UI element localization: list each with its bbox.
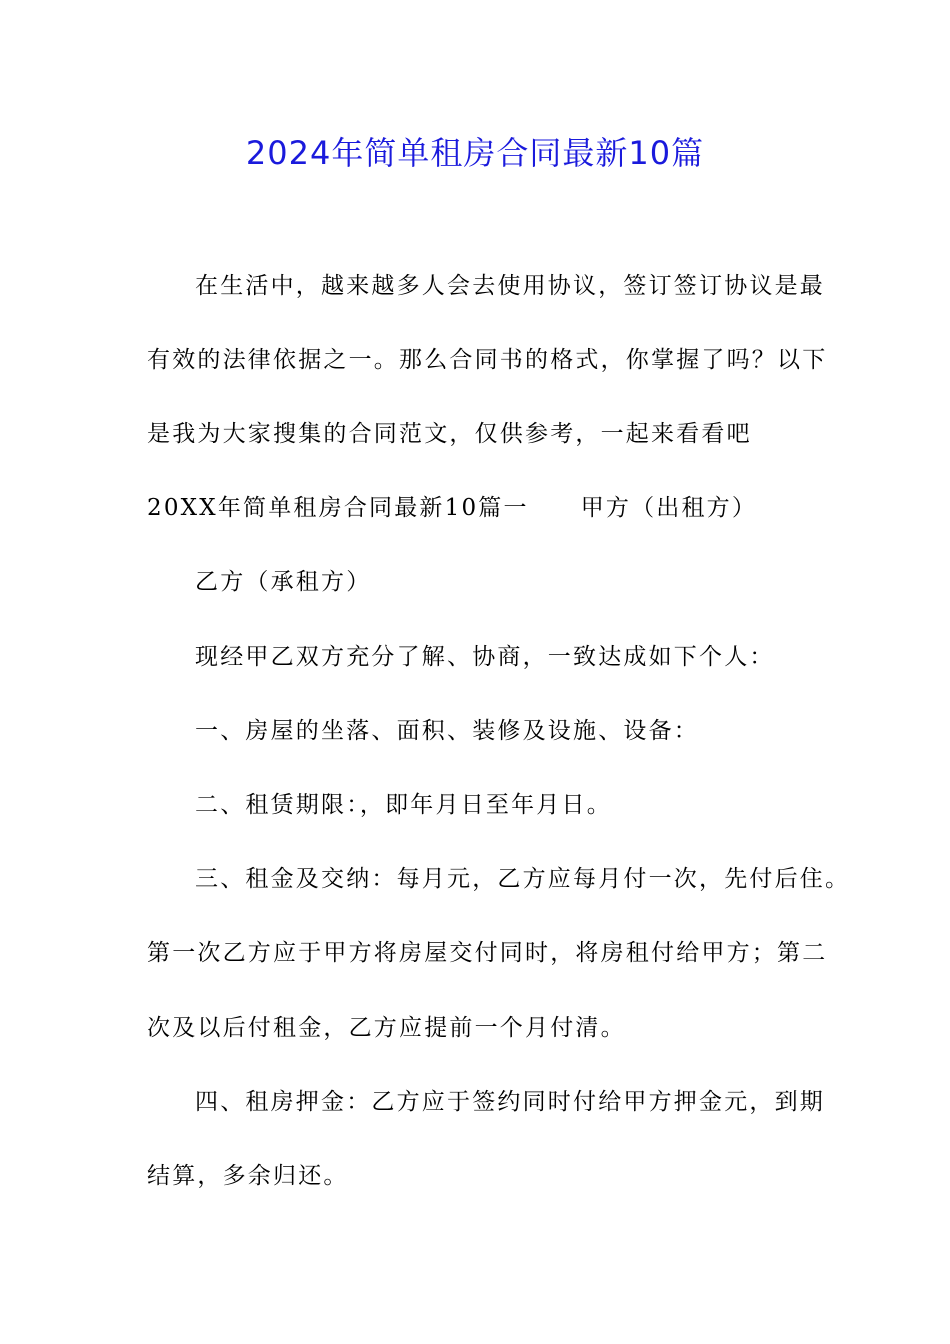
paragraph-line: 有效的法律依据之一。那么合同书的格式，你掌握了吗？以下 [147,347,828,373]
paragraph-line: 次及以后付租金，乙方应提前一个月付清。 [147,1015,626,1041]
paragraph-line: 结算，多余归还。 [147,1163,349,1189]
party-a-label: 甲方（出租方） [580,495,758,521]
paragraph-line: 现经甲乙双方充分了解、协商，一致达成如下个人： [195,644,775,670]
clause-2: 二、租赁期限：，即年月日至年月日。 [195,792,612,818]
clause-4: 四、租房押金：乙方应于签约同时付给甲方押金元，到期 [195,1089,825,1115]
paragraph-line: 第一次乙方应于甲方将房屋交付同时，将房租付给甲方；第二 [147,940,828,966]
clause-3: 三、租金及交纳：每月元，乙方应每月付一次，先付后住。 [195,866,851,892]
paragraph-line [147,488,757,528]
clause-1: 一、房屋的坐落、面积、装修及设施、设备： [195,718,699,744]
section-heading: 20XX年简单租房合同最新10篇一 [147,495,529,521]
document-title: 2024年简单租房合同最新10篇 [245,134,705,172]
party-b-label: 乙方（承租方） [195,569,372,595]
paragraph-line: 在生活中，越来越多人会去使用协议，签订签订协议是最 [195,273,825,299]
paragraph-line: 是我为大家搜集的合同范文，仅供参考，一起来看看吧 [147,421,752,447]
